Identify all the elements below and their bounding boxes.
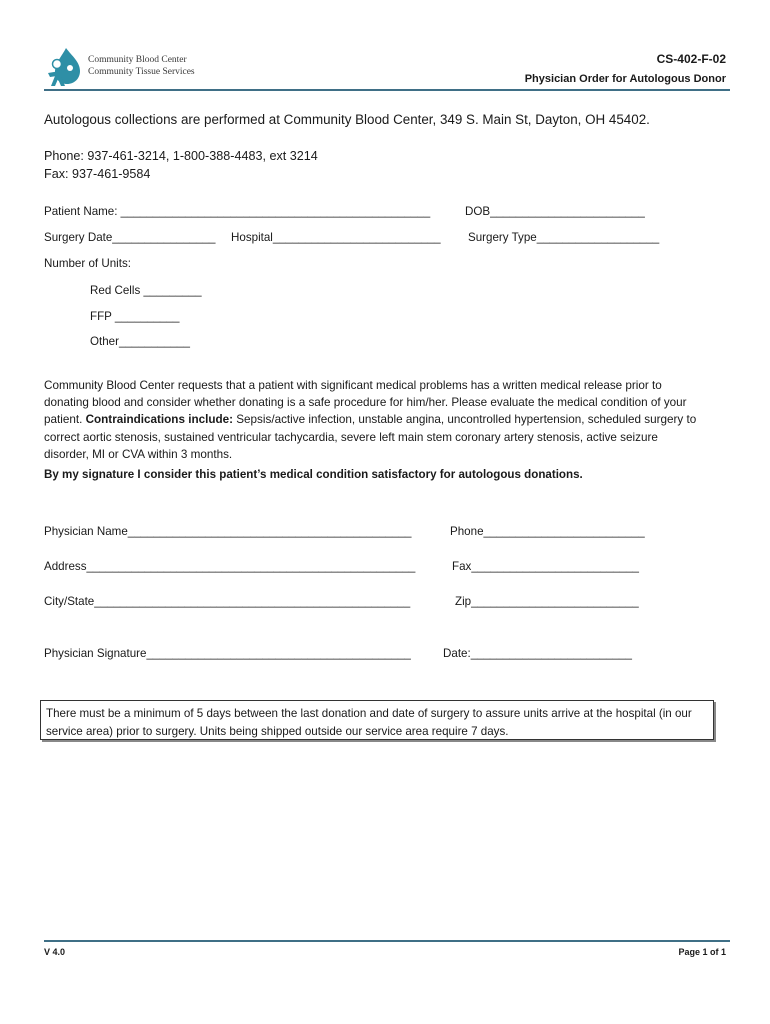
physician-signature-field[interactable]: Physician Signature_________________________________________ [44, 647, 411, 660]
address-field[interactable]: Address___________________________________________________ [44, 560, 416, 573]
other-units-field[interactable]: Other___________ [90, 335, 190, 348]
units-label: Number of Units: [44, 257, 131, 270]
signature-declaration: By my signature I consider this patient’s medical condition satisfactory for autologous donations. [44, 468, 583, 481]
zip-field[interactable]: Zip__________________________ [455, 595, 639, 608]
city-state-field[interactable]: City/State_________________________________________________ [44, 595, 411, 608]
document-code: CS-402-F-02 [656, 52, 726, 66]
physician-name-field[interactable]: Physician Name____________________________________________ [44, 525, 412, 538]
page-number: Page 1 of 1 [678, 947, 726, 957]
notice-text: There must be a minimum of 5 days between the last donation and date of surgery to assure units arrive at the hospital (in our service area) prior to surgery. Units being shipped outside our service area require 7 days. [46, 707, 692, 738]
surgery-type-field[interactable]: Surgery Type___________________ [468, 231, 660, 244]
logo-line-2: Community Tissue Services [88, 67, 195, 77]
footer-rule [44, 940, 730, 942]
logo-line-1: Community Blood Center [88, 55, 187, 65]
contact-phone: Phone: 937-461-3214, 1-800-388-4483, ext 3214 [44, 149, 318, 163]
header-rule [44, 89, 730, 91]
dob-field[interactable]: DOB________________________ [465, 205, 645, 218]
patient-name-field[interactable]: Patient Name: ________________________________________________ [44, 205, 431, 218]
physician-phone-field[interactable]: Phone_________________________ [450, 525, 645, 538]
medical-release-paragraph [44, 377, 704, 463]
ffp-field[interactable]: FFP __________ [90, 310, 180, 323]
signature-date-field[interactable]: Date:_________________________ [443, 647, 632, 660]
document-title: Physician Order for Autologous Donor [524, 73, 726, 85]
paragraph-part-1: Community Blood Center requests that a patient with significant medical problems has a written medical release prior to donating blood and consider whether donating is a safe procedure for him/her. Please evaluate the medical condition of your patient. [44, 379, 687, 427]
paragraph-part-2: Sepsis/active infection, unstable angina, uncontrolled hypertension, scheduled surgery to correct aortic stenosis, sustained ventricular tachycardia, severe left main stem coronary artery stenosis, active seizure disorder, MI or CVA within 3 months. [44, 413, 697, 461]
hospital-field[interactable]: Hospital__________________________ [231, 231, 441, 244]
version-label: V 4.0 [44, 947, 66, 957]
contact-fax: Fax: 937-461-9584 [44, 167, 151, 181]
logo-wordmark [88, 54, 195, 78]
surgery-date-field[interactable]: Surgery Date________________ [44, 231, 216, 244]
intro-text: Autologous collections are performed at Community Blood Center, 349 S. Main St, Dayton, OH 45402. [44, 112, 650, 127]
physician-fax-field[interactable]: Fax__________________________ [452, 560, 639, 573]
contraindications-label: Contraindications include: [85, 413, 233, 427]
notice-box [40, 700, 714, 740]
red-cells-field[interactable]: Red Cells _________ [90, 284, 202, 297]
blood-drop-figure-icon [44, 46, 84, 88]
